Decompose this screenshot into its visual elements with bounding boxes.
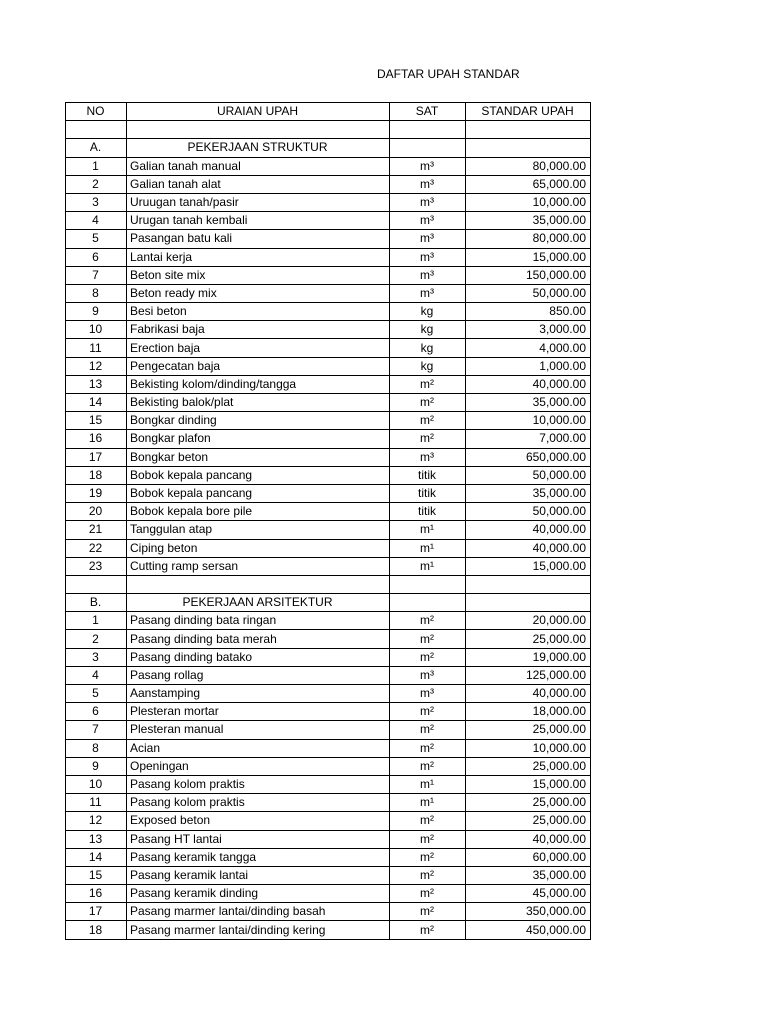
table-row xyxy=(66,666,591,684)
cell-no: 18 xyxy=(66,466,127,484)
table-row xyxy=(66,175,591,193)
cell-unit: kg xyxy=(390,339,466,357)
cell-unit: m³ xyxy=(390,157,466,175)
table-row xyxy=(66,193,591,211)
cell-unit xyxy=(390,139,466,157)
cell-price: 50,000.00 xyxy=(466,284,591,302)
cell-price: 850.00 xyxy=(466,303,591,321)
cell-no: 4 xyxy=(66,666,127,684)
cell-price: 18,000.00 xyxy=(466,703,591,721)
header-no: NO xyxy=(66,103,127,121)
cell-no: 8 xyxy=(66,739,127,757)
table-row xyxy=(66,375,591,393)
cell-no: 9 xyxy=(66,303,127,321)
cell-description: Fabrikasi baja xyxy=(127,321,390,339)
cell-price: 65,000.00 xyxy=(466,175,591,193)
cell-unit: m² xyxy=(390,830,466,848)
cell-price: 50,000.00 xyxy=(466,466,591,484)
cell-no: 8 xyxy=(66,284,127,302)
table-row xyxy=(66,503,591,521)
cell-unit: m² xyxy=(390,612,466,630)
cell-description: Pasang marmer lantai/dinding basah xyxy=(127,903,390,921)
cell-price: 60,000.00 xyxy=(466,848,591,866)
cell-unit: m³ xyxy=(390,230,466,248)
cell-no: 12 xyxy=(66,357,127,375)
table-row xyxy=(66,412,591,430)
table-row xyxy=(66,448,591,466)
section-code: A. xyxy=(66,139,127,157)
table-row xyxy=(66,230,591,248)
cell-price: 3,000.00 xyxy=(466,321,591,339)
cell-price: 35,000.00 xyxy=(466,394,591,412)
cell-no: 19 xyxy=(66,484,127,502)
cell-unit: m³ xyxy=(390,175,466,193)
table-row xyxy=(66,557,591,575)
cell-unit xyxy=(390,594,466,612)
cell-price: 450,000.00 xyxy=(466,921,591,939)
cell-description: Openingan xyxy=(127,757,390,775)
cell-price: 10,000.00 xyxy=(466,739,591,757)
cell-price: 40,000.00 xyxy=(466,830,591,848)
cell-no: 15 xyxy=(66,866,127,884)
cell-unit: m¹ xyxy=(390,557,466,575)
cell-description: Pengecatan baja xyxy=(127,357,390,375)
table-row xyxy=(66,521,591,539)
cell-description: Pasang marmer lantai/dinding kering xyxy=(127,921,390,939)
cell-no: 6 xyxy=(66,248,127,266)
cell-description: Erection baja xyxy=(127,339,390,357)
cell-description: Besi beton xyxy=(127,303,390,321)
cell-description: Pasang HT lantai xyxy=(127,830,390,848)
table-row xyxy=(66,775,591,793)
cell-no: 2 xyxy=(66,175,127,193)
cell-description: Bongkar plafon xyxy=(127,430,390,448)
cell-price: 350,000.00 xyxy=(466,903,591,921)
cell-no: 15 xyxy=(66,412,127,430)
cell-unit: m¹ xyxy=(390,794,466,812)
cell-description: Plesteran manual xyxy=(127,721,390,739)
cell-no: 7 xyxy=(66,266,127,284)
cell-no: 18 xyxy=(66,921,127,939)
cell-unit: m³ xyxy=(390,685,466,703)
cell-price xyxy=(466,575,591,593)
table-row xyxy=(66,703,591,721)
table-row xyxy=(66,757,591,775)
cell-price: 50,000.00 xyxy=(466,503,591,521)
cell-price: 25,000.00 xyxy=(466,757,591,775)
cell-price: 4,000.00 xyxy=(466,339,591,357)
cell-no xyxy=(66,575,127,593)
cell-description: Bobok kepala bore pile xyxy=(127,503,390,521)
cell-no: 17 xyxy=(66,903,127,921)
cell-description: Ciping beton xyxy=(127,539,390,557)
cell-unit: kg xyxy=(390,321,466,339)
cell-price: 25,000.00 xyxy=(466,630,591,648)
cell-description: Cutting ramp sersan xyxy=(127,557,390,575)
cell-unit: m² xyxy=(390,903,466,921)
table-row xyxy=(66,539,591,557)
table-row xyxy=(66,303,591,321)
cell-price: 15,000.00 xyxy=(466,557,591,575)
cell-no: 10 xyxy=(66,321,127,339)
cell-description: Pasang dinding bata ringan xyxy=(127,612,390,630)
table-row xyxy=(66,903,591,921)
cell-price: 19,000.00 xyxy=(466,648,591,666)
table-row xyxy=(66,866,591,884)
cell-price: 15,000.00 xyxy=(466,248,591,266)
cell-unit: m² xyxy=(390,721,466,739)
cell-price: 7,000.00 xyxy=(466,430,591,448)
cell-no: 5 xyxy=(66,230,127,248)
cell-price xyxy=(466,121,591,139)
cell-unit: m² xyxy=(390,885,466,903)
cell-price: 25,000.00 xyxy=(466,812,591,830)
cell-description: Pasang kolom praktis xyxy=(127,775,390,793)
cell-no: 20 xyxy=(66,503,127,521)
header-description: URAIAN UPAH xyxy=(127,103,390,121)
cell-no: 11 xyxy=(66,794,127,812)
cell-unit: m³ xyxy=(390,448,466,466)
cell-unit: m³ xyxy=(390,284,466,302)
cell-description: Pasang dinding batako xyxy=(127,648,390,666)
cell-no: 6 xyxy=(66,703,127,721)
cell-price: 25,000.00 xyxy=(466,794,591,812)
page-title: DAFTAR UPAH STANDAR xyxy=(377,67,520,81)
cell-price: 35,000.00 xyxy=(466,866,591,884)
cell-price xyxy=(466,139,591,157)
cell-no: 13 xyxy=(66,375,127,393)
cell-unit: m² xyxy=(390,430,466,448)
cell-unit: m² xyxy=(390,848,466,866)
cell-unit: titik xyxy=(390,466,466,484)
cell-no: 11 xyxy=(66,339,127,357)
cell-description: Pasang keramik tangga xyxy=(127,848,390,866)
cell-price: 40,000.00 xyxy=(466,521,591,539)
cell-description: Bongkar dinding xyxy=(127,412,390,430)
cell-no: 13 xyxy=(66,830,127,848)
cell-unit: m³ xyxy=(390,212,466,230)
cell-price: 150,000.00 xyxy=(466,266,591,284)
blank-row xyxy=(66,575,591,593)
cell-unit: m² xyxy=(390,412,466,430)
cell-description xyxy=(127,575,390,593)
cell-unit: titik xyxy=(390,503,466,521)
cell-price: 650,000.00 xyxy=(466,448,591,466)
cell-description: Galian tanah manual xyxy=(127,157,390,175)
cell-price: 10,000.00 xyxy=(466,193,591,211)
cell-unit: m² xyxy=(390,394,466,412)
cell-description: Galian tanah alat xyxy=(127,175,390,193)
cell-description: Pasang kolom praktis xyxy=(127,794,390,812)
table-row xyxy=(66,430,591,448)
cell-price: 40,000.00 xyxy=(466,539,591,557)
table-row xyxy=(66,885,591,903)
cell-description: Aanstamping xyxy=(127,685,390,703)
cell-no: 22 xyxy=(66,539,127,557)
cell-no: 9 xyxy=(66,757,127,775)
cell-description: Tanggulan atap xyxy=(127,521,390,539)
cell-unit: m¹ xyxy=(390,521,466,539)
table-row xyxy=(66,739,591,757)
table-row xyxy=(66,212,591,230)
table-row xyxy=(66,794,591,812)
cell-price: 45,000.00 xyxy=(466,885,591,903)
cell-price: 125,000.00 xyxy=(466,666,591,684)
cell-price: 35,000.00 xyxy=(466,212,591,230)
cell-unit: m² xyxy=(390,921,466,939)
table-row xyxy=(66,157,591,175)
cell-description: Pasang rollag xyxy=(127,666,390,684)
cell-unit: m² xyxy=(390,703,466,721)
cell-description: Bobok kepala pancang xyxy=(127,484,390,502)
cell-unit: kg xyxy=(390,303,466,321)
cell-no: 1 xyxy=(66,612,127,630)
table-row xyxy=(66,830,591,848)
header-standard-wage: STANDAR UPAH xyxy=(466,103,591,121)
table-row xyxy=(66,721,591,739)
table-row xyxy=(66,248,591,266)
cell-no: 23 xyxy=(66,557,127,575)
table-row xyxy=(66,812,591,830)
cell-no: 21 xyxy=(66,521,127,539)
cell-unit: m² xyxy=(390,739,466,757)
cell-unit: m² xyxy=(390,757,466,775)
cell-price xyxy=(466,594,591,612)
cell-unit: m² xyxy=(390,630,466,648)
cell-unit: m³ xyxy=(390,266,466,284)
cell-description: Beton site mix xyxy=(127,266,390,284)
cell-price: 1,000.00 xyxy=(466,357,591,375)
cell-description: Pasang keramik dinding xyxy=(127,885,390,903)
table-row xyxy=(66,612,591,630)
section-header-row xyxy=(66,139,591,157)
cell-unit: m¹ xyxy=(390,775,466,793)
table-body xyxy=(66,121,591,939)
cell-no: 5 xyxy=(66,685,127,703)
cell-unit: m² xyxy=(390,648,466,666)
cell-no: 16 xyxy=(66,885,127,903)
cell-no xyxy=(66,121,127,139)
table-row xyxy=(66,630,591,648)
cell-unit xyxy=(390,121,466,139)
cell-description: Bekisting balok/plat xyxy=(127,394,390,412)
cell-price: 80,000.00 xyxy=(466,230,591,248)
cell-unit: m¹ xyxy=(390,539,466,557)
cell-no: 4 xyxy=(66,212,127,230)
cell-price: 80,000.00 xyxy=(466,157,591,175)
cell-unit: m² xyxy=(390,812,466,830)
cell-description: Exposed beton xyxy=(127,812,390,830)
cell-no: 16 xyxy=(66,430,127,448)
cell-description xyxy=(127,121,390,139)
cell-no: 3 xyxy=(66,648,127,666)
cell-no: 2 xyxy=(66,630,127,648)
cell-description: Pasang keramik lantai xyxy=(127,866,390,884)
blank-row xyxy=(66,121,591,139)
cell-price: 40,000.00 xyxy=(466,375,591,393)
table-row xyxy=(66,685,591,703)
cell-description: Bekisting kolom/dinding/tangga xyxy=(127,375,390,393)
cell-unit: m² xyxy=(390,375,466,393)
cell-price: 35,000.00 xyxy=(466,484,591,502)
table-row xyxy=(66,284,591,302)
table-row xyxy=(66,648,591,666)
cell-unit: m² xyxy=(390,866,466,884)
section-name: PEKERJAAN ARSITEKTUR xyxy=(127,594,390,612)
header-unit: SAT xyxy=(390,103,466,121)
cell-description: Bongkar beton xyxy=(127,448,390,466)
cell-description: Beton ready mix xyxy=(127,284,390,302)
cell-unit xyxy=(390,575,466,593)
cell-description: Uruugan tanah/pasir xyxy=(127,193,390,211)
cell-unit: m³ xyxy=(390,193,466,211)
table-row xyxy=(66,394,591,412)
table-row xyxy=(66,339,591,357)
cell-price: 10,000.00 xyxy=(466,412,591,430)
section-code: B. xyxy=(66,594,127,612)
cell-description: Lantai kerja xyxy=(127,248,390,266)
table-row xyxy=(66,848,591,866)
cell-description: Plesteran mortar xyxy=(127,703,390,721)
cell-description: Acian xyxy=(127,739,390,757)
cell-unit: titik xyxy=(390,484,466,502)
cell-no: 14 xyxy=(66,394,127,412)
cell-no: 3 xyxy=(66,193,127,211)
table-row xyxy=(66,466,591,484)
table-row xyxy=(66,484,591,502)
cell-price: 25,000.00 xyxy=(466,721,591,739)
cell-no: 1 xyxy=(66,157,127,175)
table-row xyxy=(66,266,591,284)
cell-no: 10 xyxy=(66,775,127,793)
table-header-row xyxy=(66,103,591,121)
cell-price: 15,000.00 xyxy=(466,775,591,793)
cell-description: Pasangan batu kali xyxy=(127,230,390,248)
cell-description: Pasang dinding bata merah xyxy=(127,630,390,648)
cell-unit: m³ xyxy=(390,248,466,266)
cell-no: 14 xyxy=(66,848,127,866)
section-header-row xyxy=(66,594,591,612)
cell-description: Urugan tanah kembali xyxy=(127,212,390,230)
wage-table xyxy=(65,102,591,940)
cell-no: 12 xyxy=(66,812,127,830)
cell-description: Bobok kepala pancang xyxy=(127,466,390,484)
cell-no: 7 xyxy=(66,721,127,739)
cell-price: 40,000.00 xyxy=(466,685,591,703)
cell-unit: m³ xyxy=(390,666,466,684)
table-row xyxy=(66,921,591,939)
cell-unit: kg xyxy=(390,357,466,375)
section-name: PEKERJAAN STRUKTUR xyxy=(127,139,390,157)
table-row xyxy=(66,321,591,339)
table-row xyxy=(66,357,591,375)
cell-no: 17 xyxy=(66,448,127,466)
cell-price: 20,000.00 xyxy=(466,612,591,630)
